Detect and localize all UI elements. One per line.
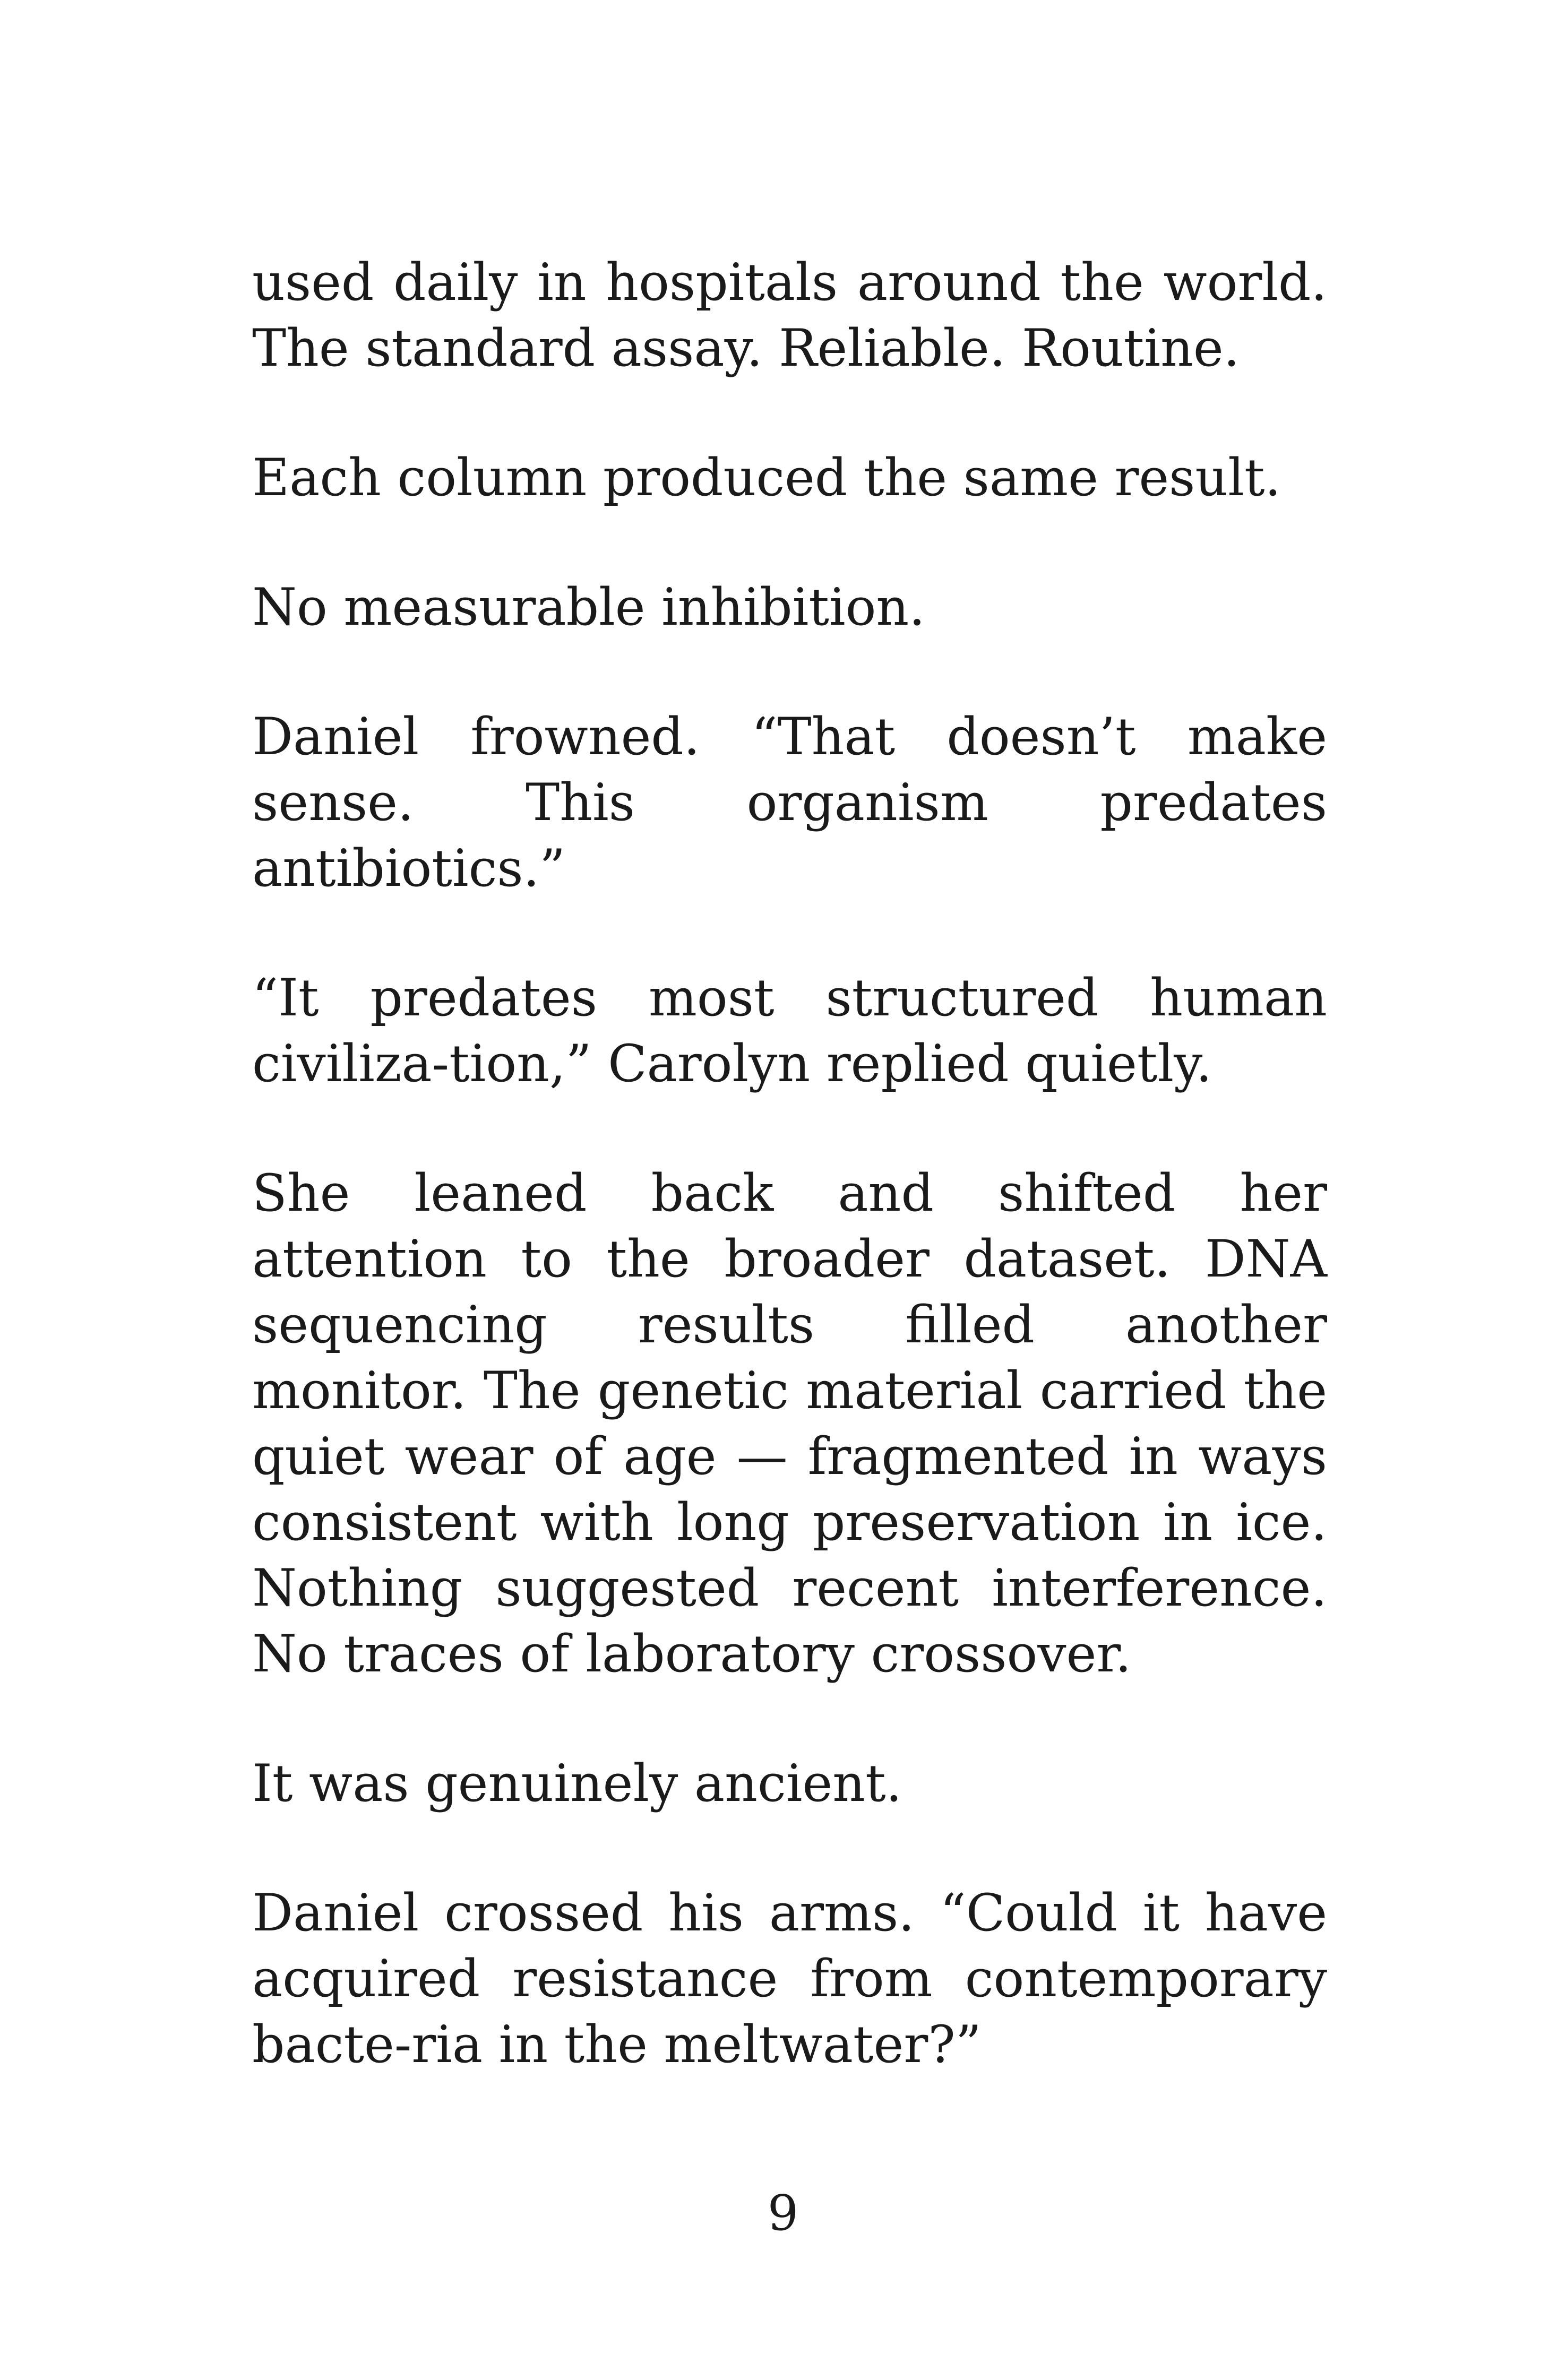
paragraph: She leaned back and shifted her attention to the broader dataset. DNA sequencing results filled another monitor. The genetic material carried the quiet wear of age — fragmented in ways consistent with long preservation in ice. Nothing suggested recent interference. No traces of laboratory crossover. [252, 1163, 1327, 1684]
paragraph: No measurable inhibition. [252, 577, 925, 637]
paragraph: Daniel frowned. “That doesn’t make sense. This organism predates antibiotics.” [252, 707, 1327, 898]
paragraph: Each column produced the same result. [252, 448, 1281, 507]
paragraph: “It predates most structured human civiliza-tion,” Carolyn replied quietly. [252, 968, 1327, 1093]
paragraph: It was genuinely ancient. [252, 1754, 902, 1813]
page-number: 9 [767, 2185, 799, 2241]
paragraph: used daily in hospitals around the world. The standard assay. Reliable. Routine. [252, 253, 1327, 378]
body-text [252, 249, 1327, 2141]
paragraph: Daniel crossed his arms. “Could it have acquired resistance from contemporary bacte-ria in the meltwater?” [252, 1883, 1327, 2074]
